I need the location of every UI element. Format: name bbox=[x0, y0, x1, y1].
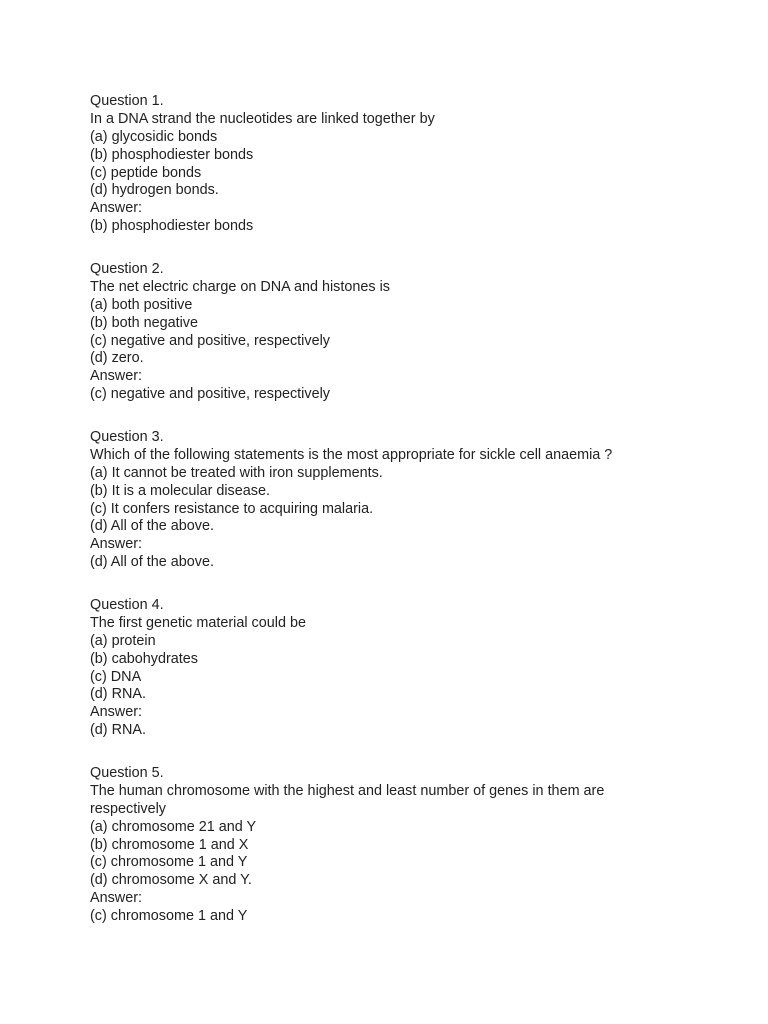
option-a: (a) It cannot be treated with iron supplements. bbox=[90, 464, 383, 481]
answer-text: (c) negative and positive, respectively bbox=[90, 386, 330, 403]
question-heading: Question 3. bbox=[90, 429, 164, 445]
question-heading: Question 4. bbox=[90, 597, 164, 613]
option-c: (c) DNA bbox=[90, 668, 142, 685]
answer-label: Answer: bbox=[90, 890, 142, 907]
answer-text: (d) All of the above. bbox=[90, 554, 214, 571]
question-heading: Question 5. bbox=[90, 765, 164, 781]
option-a: (a) chromosome 21 and Y bbox=[90, 818, 257, 835]
question-stem: In a DNA strand the nucleotides are linked together by bbox=[90, 110, 435, 127]
option-c: (c) It confers resistance to acquiring malaria. bbox=[90, 500, 374, 517]
option-b: (b) both negative bbox=[90, 314, 199, 331]
option-d: (d) All of the above. bbox=[90, 518, 214, 535]
option-d: (d) chromosome X and Y. bbox=[90, 872, 252, 889]
answer-label: Answer: bbox=[90, 368, 142, 385]
answer-label: Answer: bbox=[90, 704, 142, 721]
question-stem: The net electric charge on DNA and histones is bbox=[90, 278, 390, 295]
answer-text: (c) chromosome 1 and Y bbox=[90, 908, 248, 925]
option-a: (a) glycosidic bonds bbox=[90, 128, 218, 145]
option-b: (b) It is a molecular disease. bbox=[90, 482, 270, 499]
option-b: (b) chromosome 1 and X bbox=[90, 836, 249, 853]
answer-text: (b) phosphodiester bonds bbox=[90, 218, 254, 235]
question-heading: Question 1. bbox=[90, 93, 164, 109]
option-d: (d) hydrogen bonds. bbox=[90, 182, 219, 199]
question-stem: Which of the following statements is the most appropriate for sickle cell anaemia ? bbox=[90, 446, 613, 463]
question-block-3 bbox=[90, 429, 650, 572]
question-stem: The human chromosome with the highest and least number of genes in them are respectively bbox=[90, 782, 605, 817]
question-heading: Question 2. bbox=[90, 261, 164, 277]
option-d: (d) RNA. bbox=[90, 686, 146, 703]
answer-label: Answer: bbox=[90, 200, 142, 217]
option-d: (d) zero. bbox=[90, 350, 144, 367]
option-c: (c) negative and positive, respectively bbox=[90, 332, 330, 349]
answer-label: Answer: bbox=[90, 536, 142, 553]
option-c: (c) peptide bonds bbox=[90, 164, 202, 181]
option-b: (b) phosphodiester bonds bbox=[90, 146, 254, 163]
question-stem: The first genetic material could be bbox=[90, 614, 306, 631]
question-block-5 bbox=[90, 765, 635, 926]
question-block-2 bbox=[90, 261, 650, 404]
question-block-1 bbox=[90, 93, 650, 236]
option-c: (c) chromosome 1 and Y bbox=[90, 854, 248, 871]
answer-text: (d) RNA. bbox=[90, 722, 146, 739]
question-block-4 bbox=[90, 597, 650, 740]
option-a: (a) both positive bbox=[90, 296, 193, 313]
option-b: (b) cabohydrates bbox=[90, 650, 198, 667]
option-a: (a) protein bbox=[90, 632, 156, 649]
